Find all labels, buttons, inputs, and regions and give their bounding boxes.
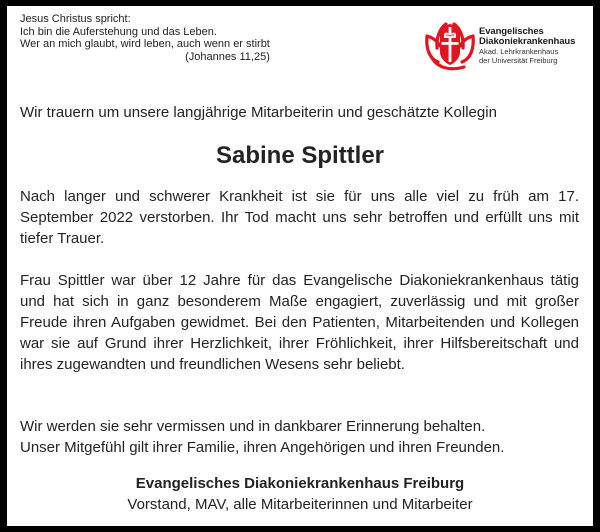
deceased-name: Sabine Spittler bbox=[215, 142, 385, 169]
organization-name: Evangelisches Diakoniekrankenhaus Freiburg bbox=[135, 475, 465, 492]
bible-verse bbox=[20, 13, 270, 63]
closing-line-2: Unser Mitgefühl gilt ihrer Familie, ihren Angehörigen und ihren Freunden. bbox=[20, 439, 505, 456]
logo-line-2: Diakoniekrankenhaus bbox=[479, 36, 576, 47]
closing-paragraph bbox=[20, 416, 579, 458]
logo-line-1: Evangelisches bbox=[479, 26, 544, 37]
verse-reference: (Johannes 11,25) bbox=[185, 50, 270, 63]
intro-text: Wir trauern um unsere langjährige Mitarbeiterin und geschätzte Kollegin bbox=[20, 104, 497, 121]
closing-line-1: Wir werden sie sehr vermissen und in dankbarer Erinnerung behalten. bbox=[20, 418, 486, 435]
hospital-logo bbox=[424, 18, 584, 74]
logo-line-4: der Universität Freiburg bbox=[479, 56, 558, 65]
logo-line-3: Akad. Lehrkrankenhaus bbox=[479, 47, 559, 56]
lotus-shield-cross-icon bbox=[424, 18, 476, 74]
verse-line-2: Ich bin die Auferstehung und das Leben. bbox=[20, 25, 217, 38]
verse-line-1: Jesus Christus spricht: bbox=[20, 13, 131, 25]
signature-block bbox=[7, 473, 593, 515]
verse-line-3: Wer an mich glaubt, wird leben, auch wenn er stirbt bbox=[20, 38, 270, 50]
paragraph-2: Frau Spittler war über 12 Jahre für das Evangelische Diakoniekrankenhaus tätig und hat sich in ganz besonderem Maße engagiert, zuverlässig und mit großer Freude ihren Aufgaben gewidmet. Bei den Patienten, Mitarbeitenden und Kollegen war sie auf Grund ihrer Herzlichkeit, ihrer Fröhlichkeit, ihrer Hilfsbereitschaft und ihres zugewandten und freundlichen Wesens sehr beliebt. bbox=[20, 272, 579, 373]
paragraph-1: Nach langer und schwerer Krankheit ist sie für uns alle viel zu früh am 17. September 2022 verstorben. Ihr Tod macht uns sehr betroffen und erfüllt uns mit tiefer Trauer. bbox=[20, 188, 579, 247]
obituary-notice bbox=[7, 6, 593, 526]
logo-wordmark bbox=[479, 27, 575, 65]
signatories: Vorstand, MAV, alle Mitarbeiterinnen und Mitarbeiter bbox=[127, 496, 473, 513]
